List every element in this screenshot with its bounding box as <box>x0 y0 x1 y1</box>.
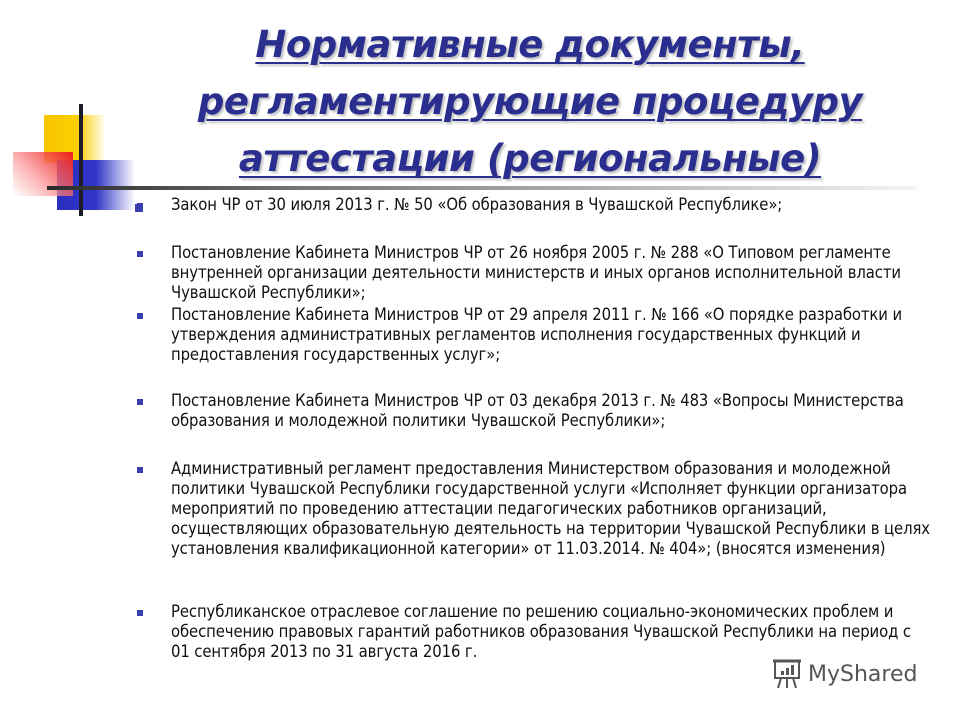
bullet-icon <box>137 399 143 405</box>
list-item-text: Республиканское отраслевое соглашение по решению социально-экономических проблем и обеспечению правовых гарантий работников образования Чувашской Республики на период с 01 сентября 2013 по 31 августа 2016 г. <box>171 602 911 661</box>
vertical-line-decoration <box>79 104 83 216</box>
list-item <box>130 459 930 559</box>
list-item-text: Постановление Кабинета Министров ЧР от 26 ноября 2005 г. № 288 «О Типовом регламенте внутренней организации деятельности министерств и иных органов исполнительной власти Чувашской Республики»; <box>171 243 901 302</box>
list-item <box>130 195 930 215</box>
list-item-text: Административный регламент предоставления Министерством образования и молодежной политики Чувашской Республики государственной услуги «Исполняет функции организатора мероприятий по проведению аттестации педагогических работников организаций, осуществляющих образовательную деятельность на территории Чувашской Республики в целях установления квалификационной категории» от 11.03.2014. № 404»; (вносятся изменения) <box>171 459 930 558</box>
slide-title <box>150 16 910 187</box>
bullet-icon <box>137 203 143 209</box>
bullet-icon <box>137 251 143 257</box>
list-item <box>130 243 930 303</box>
bullet-icon <box>137 467 143 473</box>
list-item-text: Постановление Кабинета Министров ЧР от 03 декабря 2013 г. № 483 «Вопросы Министерства образования и молодежной политики Чувашской Республики»; <box>171 391 904 430</box>
title-line-3: аттестации (региональные) <box>238 137 822 180</box>
list-item <box>130 391 930 431</box>
watermark <box>772 657 917 691</box>
title-line-1: Нормативные документы, <box>255 23 805 66</box>
bullet-icon <box>137 610 143 616</box>
watermark-label: MyShared <box>808 661 918 687</box>
title-line-2: регламентирующие процедуру <box>197 80 863 123</box>
list-item-text: Закон ЧР от 30 июля 2013 г. № 50 «Об образования в Чувашской Республике»; <box>171 195 783 214</box>
list-item <box>130 305 930 365</box>
list-item-text: Постановление Кабинета Министров ЧР от 29 апреля 2011 г. № 166 «О порядке разработки и утверждения административных регламентов исполнения государственных функций и предоставления государственных услуг»; <box>171 305 902 364</box>
presentation-board-icon <box>772 658 802 690</box>
bullet-icon <box>137 313 143 319</box>
list-item <box>130 602 930 662</box>
